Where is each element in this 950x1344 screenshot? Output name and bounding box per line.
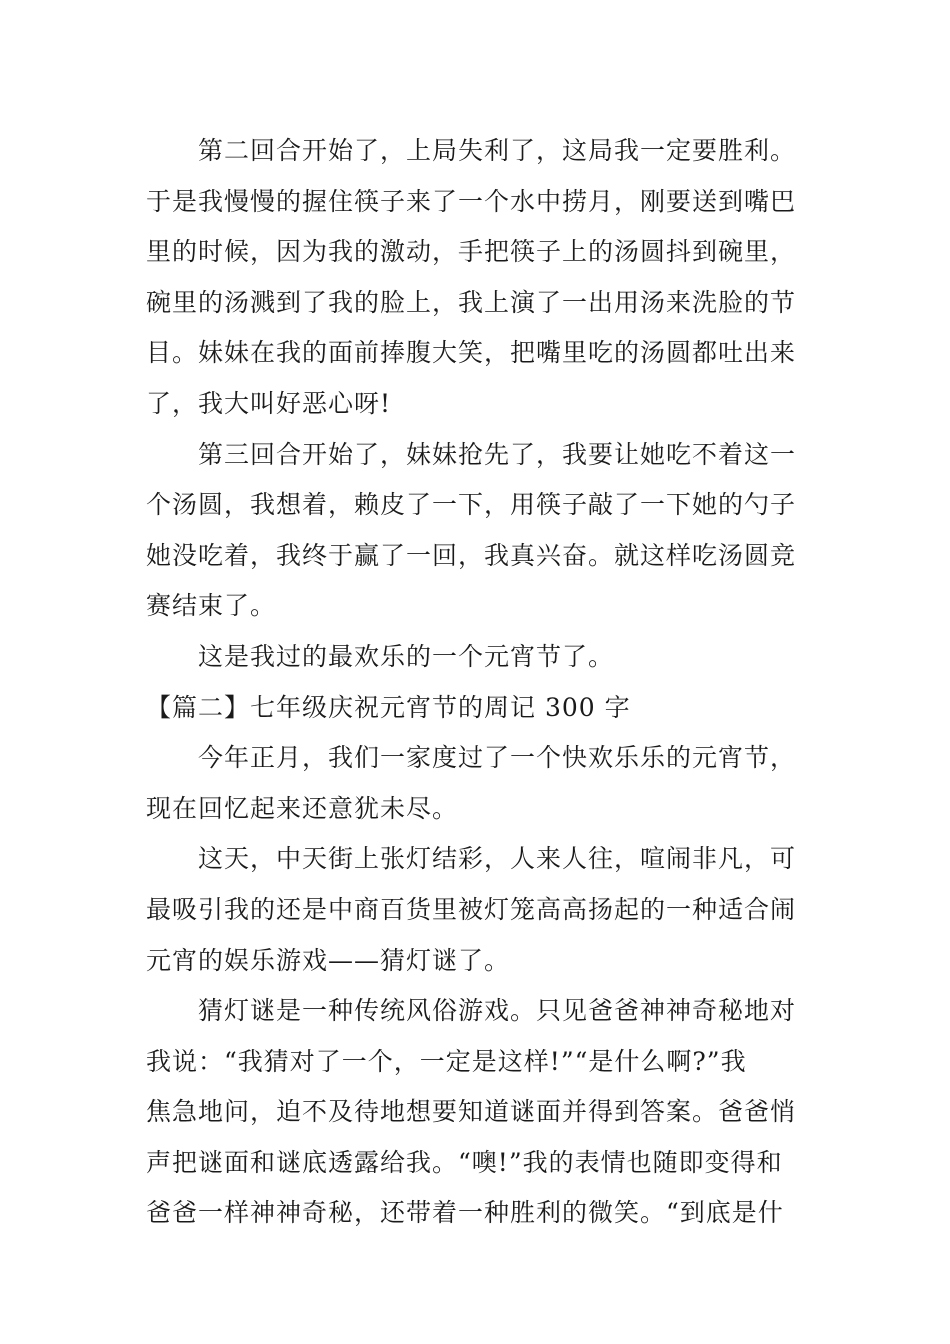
text-line: 赛结束了。 [146,591,277,621]
text-line: 最吸引我的还是中商百货里被灯笼高高扬起的一种适合闹 [146,894,797,924]
text-line: 了，我大叫好恶心呀! [146,388,392,418]
text-line: 爸爸一样神神奇秘，还带着一种胜利的微笑。“到底是什 [146,1198,784,1228]
text-line: 我说：“我猜对了一个，一定是这样!”“是什么啊?”我 [146,1046,747,1076]
text-line: 第二回合开始了，上局失利了，这局我一定要胜利。 [198,136,797,165]
body-text [146,126,816,1239]
text-line: 于是我慢慢的握住筷子来了一个水中捞月，刚要送到嘴巴 [146,186,797,216]
text-line: 现在回忆起来还意犹未尽。 [146,793,459,823]
text-line: 焦急地问，迫不及待地想要知道谜面并得到答案。爸爸悄 [146,1097,797,1127]
text-line: 第三回合开始了，妹妹抢先了，我要让她吃不着这一 [198,439,797,469]
text-line: 今年正月，我们一家度过了一个快欢乐乐的元宵节， [198,743,797,773]
text-line: 声把谜面和谜底透露给我。“噢!”我的表情也随即变得和 [146,1147,783,1177]
text-line: 这天，中天街上张灯结彩，人来人往，喧闹非凡，可 [198,844,797,874]
text-line: 个汤圆，我想着，赖皮了一下，用筷子敲了一下她的勺子 [146,490,797,520]
text-line: 猜灯谜是一种传统风俗游戏。只见爸爸神神奇秘地对 [198,996,797,1026]
text-line: 里的时候，因为我的激动，手把筷子上的汤圆抖到碗里， [146,237,797,267]
text-line: 她没吃着，我终于赢了一回，我真兴奋。就这样吃汤圆竞 [146,540,797,570]
section-heading: 【篇二】七年级庆祝元宵节的周记 300 字 [146,692,631,722]
text-line: 碗里的汤溅到了我的脸上，我上演了一出用汤来洗脸的节 [146,287,797,317]
text-line: 元宵的娱乐游戏——猜灯谜了。 [146,945,511,975]
text-line: 这是我过的最欢乐的一个元宵节了。 [198,641,615,671]
text-line: 目。妹妹在我的面前捧腹大笑，把嘴里吃的汤圆都吐出来 [146,338,797,368]
